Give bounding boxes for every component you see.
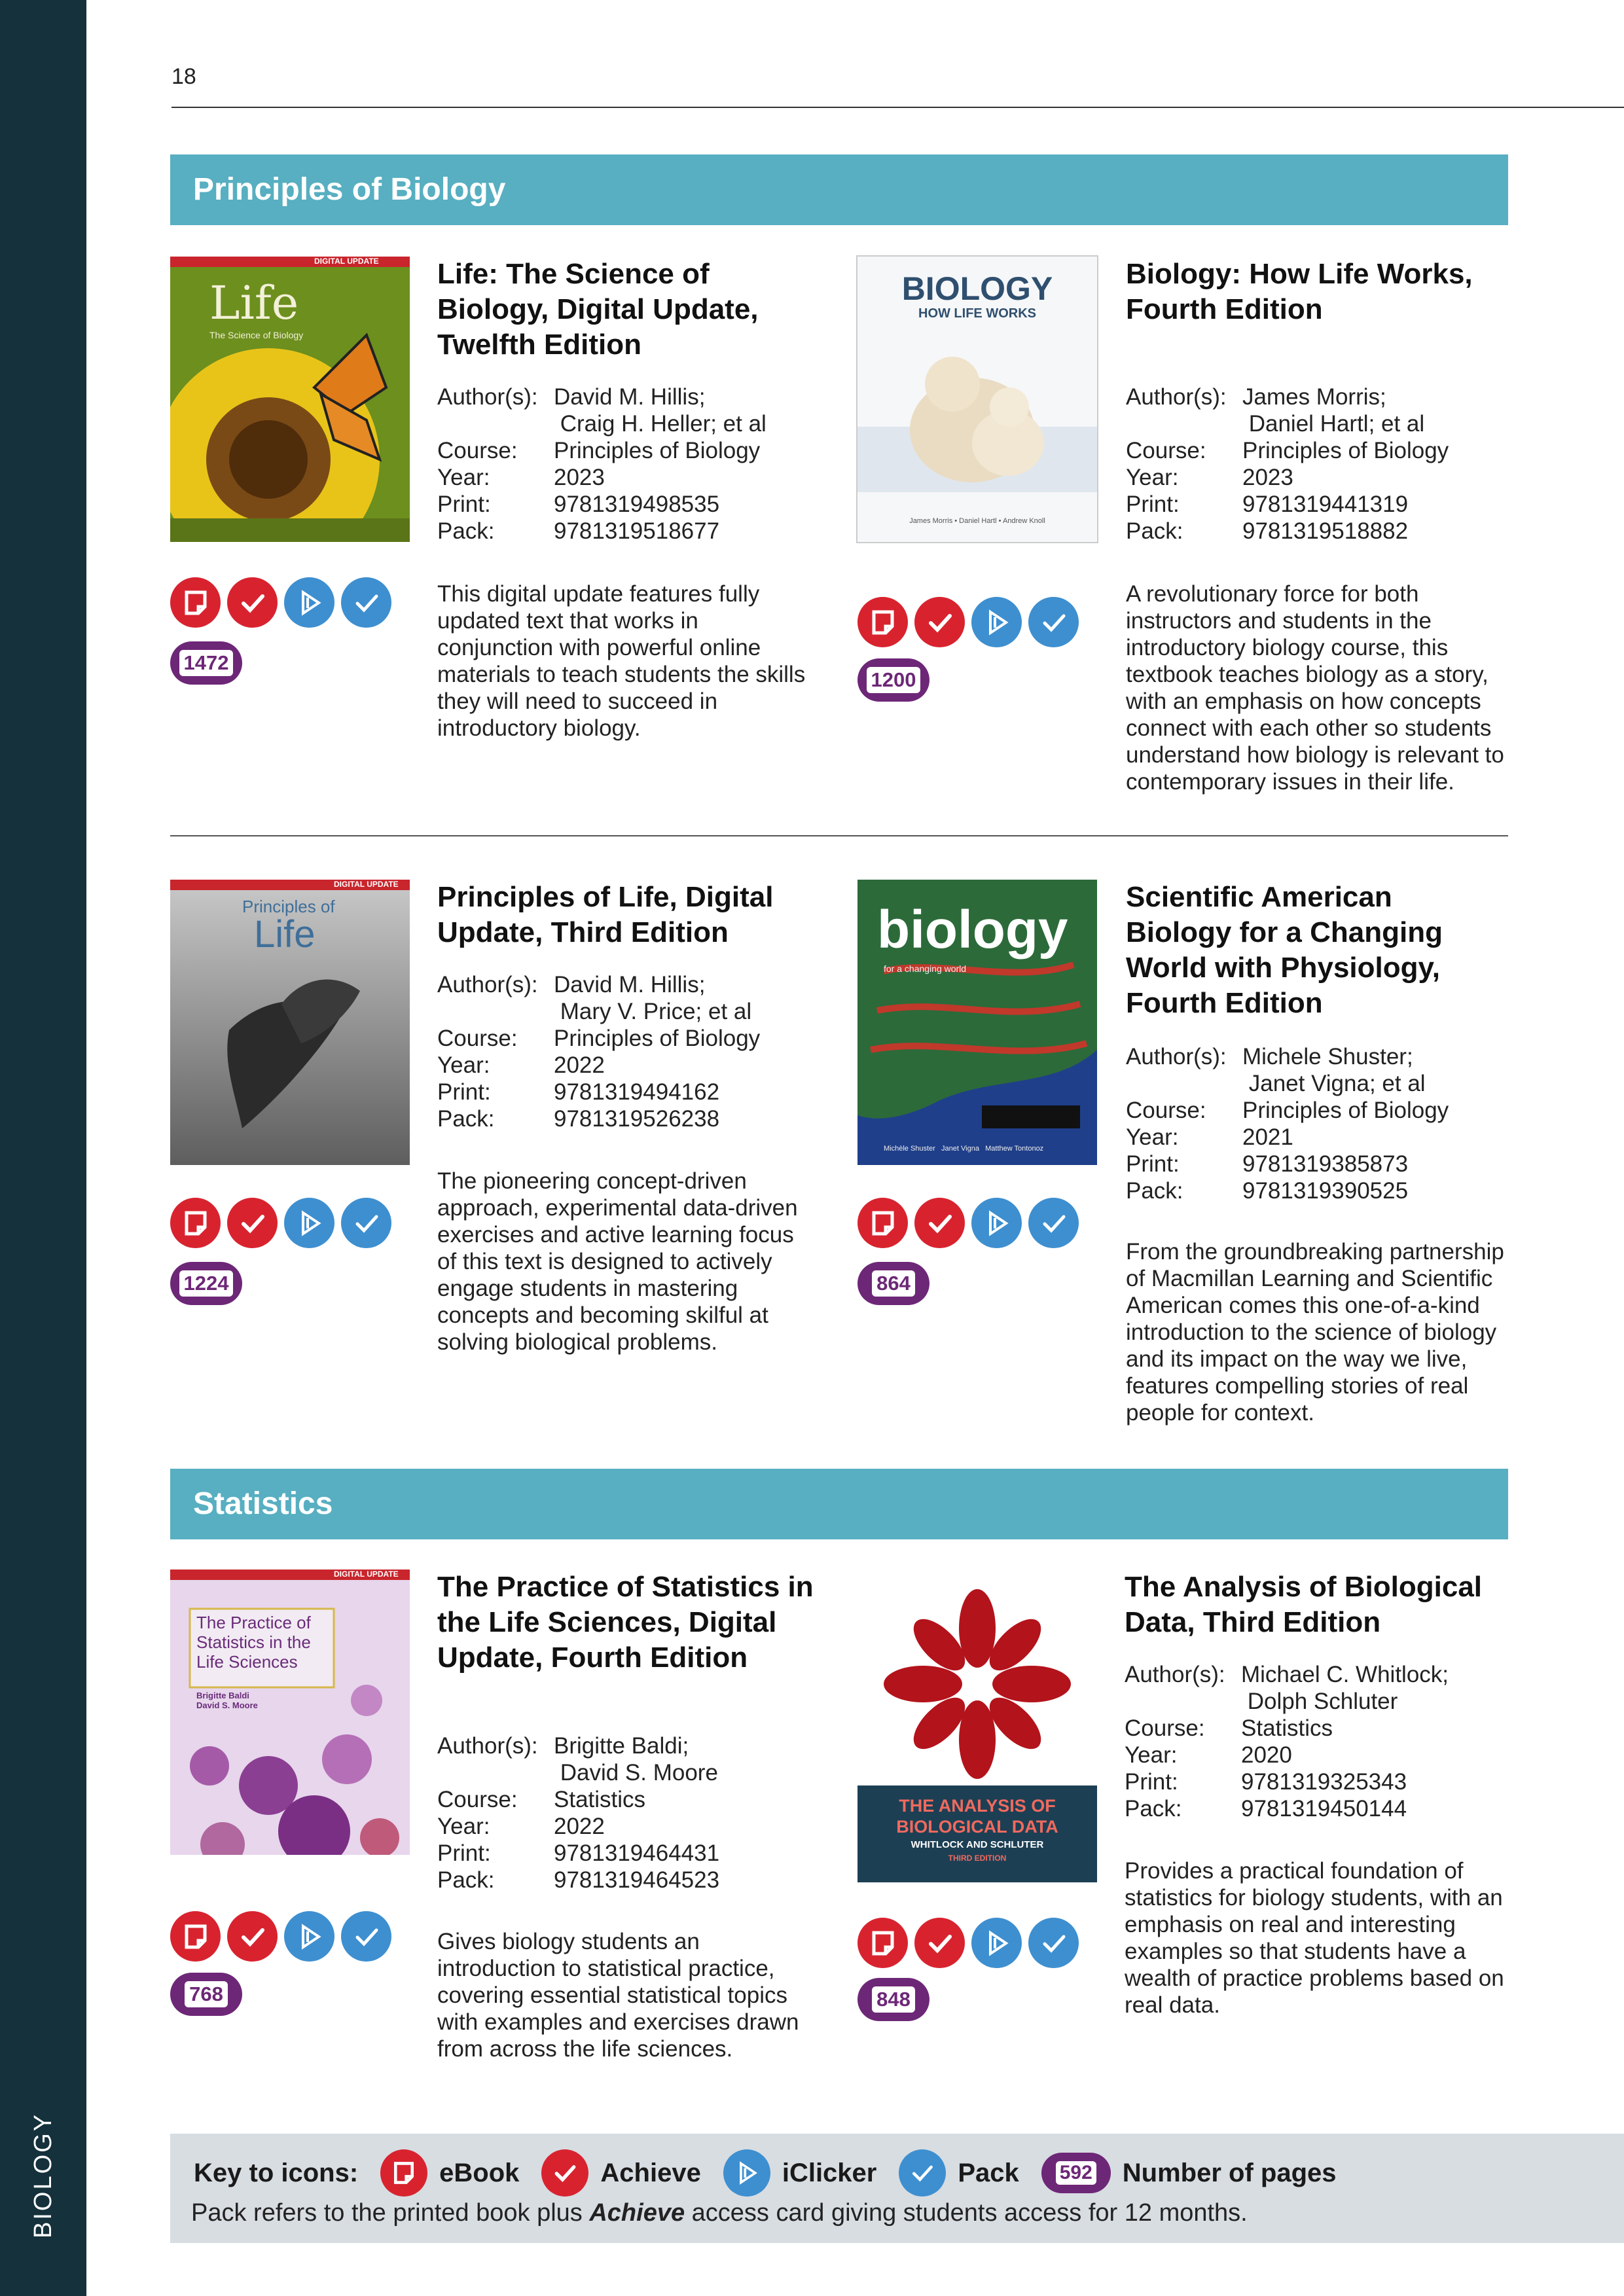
book-cover-how-life-works [857, 257, 1097, 542]
key-note-pre: Pack refers to the printed book plus [191, 2199, 583, 2227]
top-rule [171, 107, 1624, 108]
sidebar [0, 0, 86, 2296]
value-course: Statistics [554, 1787, 646, 1812]
iclicker-icon [284, 1911, 334, 1962]
page-count: 1472 [179, 650, 234, 676]
value-course: Principles of Biology [554, 1026, 761, 1051]
book-meta [437, 1732, 719, 1893]
pack-icon [341, 1911, 391, 1962]
cover-title: BIOLOGY [901, 270, 1053, 307]
section-header-principles: Principles of Biology [170, 154, 1508, 225]
book-title: Principles of Life, Digital Update, Third Edition [437, 881, 774, 948]
value-pack: 9781319518677 [554, 518, 720, 544]
value-pack: 9781319518882 [1242, 518, 1409, 544]
side-label: BIOLOGY [29, 2112, 57, 2238]
key-pages-sample: 592 [1056, 2161, 1096, 2185]
value-print: 9781319498535 [554, 492, 720, 517]
book-meta [1125, 1661, 1449, 1822]
achieve-icon [914, 1198, 965, 1248]
label-author: Author(s): [437, 972, 538, 997]
page-number: 18 [171, 64, 196, 89]
ebook-icon [857, 1918, 908, 1968]
key-title: Key to icons: [194, 2158, 359, 2187]
value-print: 9781319385873 [1242, 1151, 1409, 1177]
key-row [194, 2149, 1359, 2197]
value-year: 2020 [1241, 1742, 1292, 1768]
book-meta [1126, 384, 1449, 545]
iclicker-icon [971, 597, 1022, 647]
page-count-badge [170, 1262, 242, 1305]
value-author: Brigitte Baldi; David S. Moore [554, 1733, 718, 1785]
page-count: 1224 [179, 1270, 234, 1297]
value-year: 2021 [1242, 1124, 1293, 1150]
label-course: Course: [1125, 1715, 1205, 1741]
cover-authors: Michèle Shuster Janet Vigna Matthew Tontonoz [884, 1145, 1044, 1153]
icon-row [857, 597, 1079, 647]
label-print: Print: [437, 1079, 491, 1105]
cover-title: THE ANALYSIS OF BIOLOGICAL DATA [896, 1796, 1058, 1837]
book-description: Provides a practical foundation of statistics for biology students, with an emphasis on real and interesting examples so that students have a wealth of practice problems based on real data. [1125, 1858, 1504, 2018]
page-count-badge [170, 641, 242, 685]
value-print: 9781319325343 [1241, 1769, 1407, 1795]
key-achieve-label: Achieve [600, 2158, 701, 2187]
book-title: Scientific American Biology for a Changing World with Physiology, Fourth Edition [1126, 881, 1443, 1019]
page-count-badge [857, 1262, 929, 1305]
iclicker-icon [971, 1198, 1022, 1248]
label-author: Author(s): [437, 384, 538, 410]
label-print: Print: [1126, 1151, 1180, 1177]
book-description: This digital update features fully updated text that works in conjunction with powerful online materials to teach students the skills they will need to succeed in introductory biology. [437, 581, 806, 741]
label-course: Course: [437, 1026, 518, 1051]
book-description: A revolutionary force for both instructors and students in the introductory biology course, this textbook teaches biology as a story, with an emphasis on how concepts connect with each other so students understand how biology is relevant to contemporary issues in their life. [1126, 581, 1504, 795]
achieve-icon [914, 1918, 965, 1968]
achieve-icon [914, 597, 965, 647]
iclicker-icon [284, 1198, 334, 1248]
book-description: The pioneering concept-driven approach, experimental data-driven exercises and active learning focus of this text is designed to actively engage students in mastering concepts and becoming skilful at solving biological problems. [437, 1168, 798, 1355]
value-course: Principles of Biology [1242, 438, 1449, 463]
label-print: Print: [1125, 1769, 1178, 1795]
cover-title: Life [209, 276, 299, 330]
value-course: Statistics [1241, 1715, 1333, 1741]
value-print: 9781319494162 [554, 1079, 720, 1105]
label-year: Year: [437, 1814, 490, 1839]
label-pack: Pack: [1126, 518, 1183, 544]
book-meta [1126, 1043, 1449, 1204]
value-pack: 9781319464523 [554, 1867, 720, 1893]
cover-subtitle: for a changing world [884, 963, 967, 974]
key-ebook-label: eBook [439, 2158, 520, 2187]
cover-title: biology [877, 900, 1068, 960]
iclicker-icon [723, 2149, 770, 2197]
label-author: Author(s): [1126, 384, 1227, 410]
value-course: Principles of Biology [554, 438, 761, 463]
value-author: Michele Shuster; Janet Vigna; et al [1242, 1044, 1426, 1096]
divider [170, 835, 1508, 836]
cover-label: DIGITAL UPDATE [334, 880, 399, 889]
icon-row [857, 1918, 1079, 1968]
cover-authors: WHITLOCK AND SCHLUTER [911, 1839, 1044, 1850]
ebook-icon [857, 597, 908, 647]
book-cover-practice-of-statistics [170, 1570, 410, 1855]
pack-icon [899, 2149, 946, 2197]
page-count-badge [857, 1978, 929, 2021]
value-year: 2022 [554, 1814, 605, 1839]
iclicker-icon [284, 577, 334, 628]
cover-title: The Practice of Statistics in the Life Sciences [196, 1613, 311, 1672]
value-print: 9781319441319 [1242, 492, 1409, 517]
cover-authors: James Morris • Daniel Hartl • Andrew Knoll [909, 517, 1045, 525]
cover-subtitle: HOW LIFE WORKS [918, 306, 1036, 321]
label-print: Print: [437, 1840, 491, 1866]
value-pack: 9781319526238 [554, 1106, 720, 1132]
cover-subtitle: Principles of [242, 897, 335, 916]
label-pack: Pack: [437, 1867, 495, 1893]
book-meta [437, 971, 760, 1132]
icon-row [170, 577, 391, 628]
value-pack: 9781319390525 [1242, 1178, 1409, 1204]
label-course: Course: [1126, 1098, 1206, 1123]
key-note-post: access card giving students access for 12 months. [691, 2199, 1248, 2227]
label-pack: Pack: [437, 1106, 495, 1132]
label-author: Author(s): [1125, 1662, 1225, 1687]
key-pages-label: Number of pages [1122, 2158, 1337, 2187]
cover-subtitle: The Science of Biology [209, 330, 304, 340]
cover-label: DIGITAL UPDATE [334, 1570, 399, 1579]
ebook-icon [170, 1198, 221, 1248]
value-year: 2022 [554, 1052, 605, 1078]
label-year: Year: [437, 465, 490, 490]
icon-row [857, 1198, 1079, 1248]
label-course: Course: [1126, 438, 1206, 463]
book-description: Gives biology students an introduction to statistical practice, covering essential statistical topics with examples and exercises drawn from across the life sciences. [437, 1929, 799, 2062]
achieve-icon [541, 2149, 588, 2197]
book-meta [437, 384, 767, 545]
book-cover-life [170, 257, 410, 542]
ebook-icon [857, 1198, 908, 1248]
cover-authors: Brigitte Baldi David S. Moore [196, 1691, 258, 1710]
label-print: Print: [437, 492, 491, 517]
book-cover-analysis-of-biological-data [857, 1570, 1097, 1882]
value-year: 2023 [1242, 465, 1293, 490]
value-pack: 9781319450144 [1241, 1796, 1407, 1821]
section-header-statistics: Statistics [170, 1469, 1508, 1539]
key-note [191, 2199, 1248, 2227]
value-author: David M. Hillis; Mary V. Price; et al [554, 972, 752, 1024]
key-note-bold: Achieve [589, 2199, 685, 2227]
label-pack: Pack: [1126, 1178, 1183, 1204]
cover-label: DIGITAL UPDATE [314, 257, 379, 266]
label-pack: Pack: [437, 518, 495, 544]
page-count: 1200 [867, 667, 921, 693]
page-count: 864 [872, 1270, 915, 1297]
ebook-icon [170, 577, 221, 628]
label-course: Course: [437, 1787, 518, 1812]
icon-key [170, 2134, 1624, 2243]
label-author: Author(s): [1126, 1044, 1227, 1069]
label-year: Year: [1125, 1742, 1178, 1768]
key-pack-label: Pack [958, 2158, 1019, 2187]
label-year: Year: [1126, 465, 1179, 490]
book-title: Life: The Science of Biology, Digital Update, Twelfth Edition [437, 258, 759, 361]
book-cover-principles-of-life [170, 880, 410, 1165]
page-count: 768 [185, 1981, 228, 2007]
page-count: 848 [872, 1986, 915, 2013]
ebook-icon [170, 1911, 221, 1962]
label-course: Course: [437, 438, 518, 463]
iclicker-icon [971, 1918, 1022, 1968]
achieve-icon [227, 577, 278, 628]
book-title: The Analysis of Biological Data, Third Edition [1125, 1571, 1483, 1638]
value-author: David M. Hillis; Craig H. Heller; et al [554, 384, 767, 437]
pages-icon [1041, 2153, 1111, 2193]
label-print: Print: [1126, 492, 1180, 517]
page-count-badge [170, 1973, 242, 2016]
label-year: Year: [1126, 1124, 1179, 1150]
icon-row [170, 1198, 391, 1248]
label-author: Author(s): [437, 1733, 538, 1759]
achieve-icon [227, 1198, 278, 1248]
pack-icon [1028, 1198, 1079, 1248]
key-iclicker-label: iClicker [782, 2158, 877, 2187]
book-description: From the groundbreaking partnership of Macmillan Learning and Scientific American comes this one-of-a-kind introduction to the science of biology and its impact on the way we live, features compelling stories of real people for context. [1126, 1239, 1504, 1426]
pack-icon [1028, 597, 1079, 647]
book-title: The Practice of Statistics in the Life Sciences, Digital Update, Fourth Edition [437, 1571, 814, 1674]
cover-edition: THIRD EDITION [948, 1854, 1007, 1863]
cover-title: Life [254, 913, 316, 956]
pack-icon [341, 577, 391, 628]
value-author: James Morris; Daniel Hartl; et al [1242, 384, 1425, 437]
icon-row [170, 1911, 391, 1962]
label-pack: Pack: [1125, 1796, 1182, 1821]
pack-icon [1028, 1918, 1079, 1968]
pack-icon [341, 1198, 391, 1248]
label-year: Year: [437, 1052, 490, 1078]
value-year: 2023 [554, 465, 605, 490]
page-count-badge [857, 658, 929, 702]
book-title: Biology: How Life Works, Fourth Edition [1126, 258, 1473, 325]
value-author: Michael C. Whitlock; Dolph Schluter [1241, 1662, 1449, 1714]
achieve-icon [227, 1911, 278, 1962]
book-cover-scientific-american [857, 880, 1097, 1165]
value-course: Principles of Biology [1242, 1098, 1449, 1123]
ebook-icon [380, 2149, 427, 2197]
value-print: 9781319464431 [554, 1840, 720, 1866]
